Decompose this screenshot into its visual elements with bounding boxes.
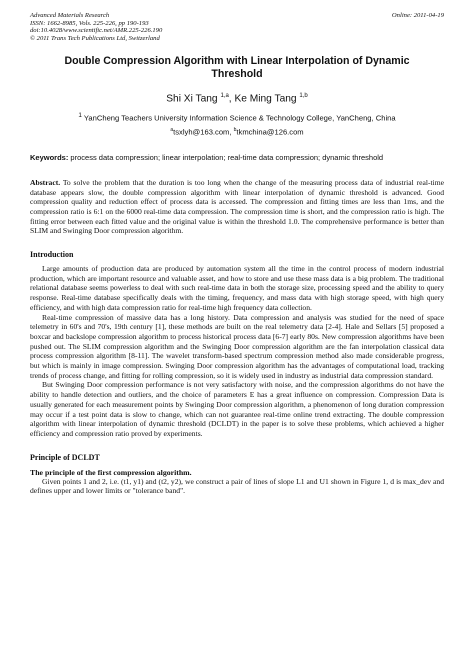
doi-line: doi:10.4028/www.scientific.net/AMR.225-226.190	[30, 27, 163, 35]
journal-name: Advanced Materials Research	[30, 12, 110, 19]
journal-header	[30, 12, 444, 42]
affiliation	[30, 111, 444, 124]
author-list	[30, 93, 444, 104]
abstract-label: Abstract.	[30, 177, 61, 187]
keywords-label: Keywords:	[30, 152, 69, 162]
subsection-heading: The principle of the first compression algorithm.	[30, 467, 192, 477]
email-link[interactable]: tsxlyh@163.com	[173, 127, 230, 137]
affiliation-mark: 1	[78, 111, 82, 119]
email-mark: a	[170, 127, 174, 134]
email-mark: b	[233, 127, 237, 134]
body-paragraph: Real-time compression of massive data has a long history. Data compression and analysis was studied for the need of space telemetry in 60's and 70's, 19th century [1], these methods are built on the real telemetry data [2-4]. Hale and Sellars [5] proposed a boxcar and backslope compression algorithm to process historical process data [6-7] early 80s. New compression algorithms have been pushed out. The SLIM compression algorithm and the Swinging Door compression algorithm are the fan interpolation classical data process compression algorithm [8-11]. The wavelet transform-based spectrum compression method also made considerable progress, but which is mainly in image compression. Swinging Door compression algorithm has the advantages of computational load, tracking trends of process change, and fitting for rolling compression, so it is widely used in industry as industrial data compression standard.	[30, 312, 444, 380]
paper-title: Double Compression Algorithm with Linear Interpolation of Dynamic Threshold	[64, 55, 410, 81]
abstract-text: To solve the problem that the duration is too long when the change of the measuring process data of industrial real-time database appears slow, the double compression algorithm with linear interpolation of dynamic threshold is advanced. Good compression quality and reduction effect of process data is accessed. The compression and fitting times are less than 1ms, and the compression ratio is 6:1 on the 6000 real-time data compression. The compression time is short, and the compression ratio is high. The fitting error between each fitted value and the original value is within the threshold 1.0. The comprehensive performance is better than SLIM and Swinging Door compression algorithm.	[30, 177, 444, 236]
section-heading-introduction: Introduction	[30, 250, 74, 260]
keywords-block	[30, 153, 444, 163]
author-separator: ,	[228, 93, 235, 105]
abstract-block	[30, 178, 444, 236]
affiliation-text: YanCheng Teachers University Information Science & Technology College, YanCheng, China	[81, 113, 396, 123]
body-paragraph: But Swinging Door compression performance is not very satisfactory with noise, and the compression algorithms do not have the ability to handle detection and outliers, and the choice of parameters E has a great influence on compression. Compression Data is usually generated for each measurement points by Swinging Door compression algorithm, a phenomenon of long duration compression may occur if a test point data is slow to change, which can not guarantee real-time online trend extracting. The double compression algorithm with linear interpolation of dynamic threshold (DCLDT) in the paper is to solve these problems, which achieved a higher efficiency and compression ratio proved by experiments.	[30, 380, 444, 438]
author-emails	[30, 127, 444, 137]
section-heading-principle: Principle of DCLDT	[30, 452, 100, 462]
email-separator: ,	[229, 127, 234, 137]
online-date: Online: 2011-04-19	[391, 12, 444, 19]
author-name: Shi Xi Tang	[166, 93, 218, 105]
body-paragraph: Large amounts of production data are produced by automation system all the time in the control process of modern industrial production, which are important resource and valuable asset, and how to store and use these mass data is a big problem. The traditional relational database seems powerless to deal with such real-time data in both the storage size, processing speed and the ability to query response. Real-time database specifically deals with the timing, frequency, and mass data with high storage speed, with high query efficiency, and with high data compression ratio for real-time high frequency data collection.	[30, 264, 444, 312]
email-link[interactable]: tkmchina@126.com	[236, 127, 304, 137]
keywords-text: process data compression; linear interpolation; real-time data compression; dynamic threshold	[68, 152, 384, 162]
issn-line: ISSN: 1662-8985, Vols. 225-226, pp 190-193	[30, 19, 149, 27]
author-name: Ke Ming Tang	[234, 93, 297, 105]
copyright-line: © 2011 Trans Tech Publications Ltd, Switzerland	[30, 34, 160, 42]
author-affil-mark: 1,b	[299, 93, 308, 100]
body-paragraph: Given points 1 and 2, i.e. (t1, y1) and (t2, y2), we construct a pair of lines of slope L1 and U1 shown in Figure 1, d is max_dev and defines upper and lower limits or "tolerance band".	[30, 476, 444, 496]
author-affil-mark: 1,a	[220, 93, 229, 100]
